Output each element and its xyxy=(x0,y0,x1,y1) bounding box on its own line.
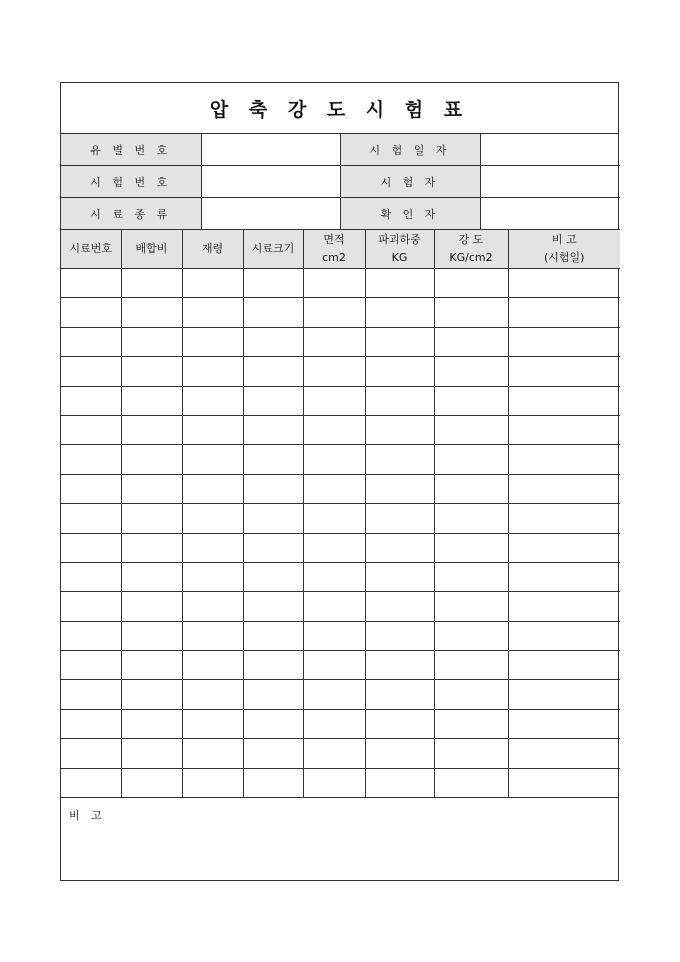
table-cell[interactable] xyxy=(61,504,121,533)
table-cell[interactable] xyxy=(243,327,303,356)
column-header-label: 파괴하중 xyxy=(378,233,421,246)
info-value-field[interactable] xyxy=(480,166,620,198)
table-cell[interactable] xyxy=(508,269,620,298)
table-cell[interactable] xyxy=(434,298,508,327)
table-cell[interactable] xyxy=(243,533,303,562)
table-cell[interactable] xyxy=(182,562,243,591)
table-cell[interactable] xyxy=(243,504,303,533)
table-cell[interactable] xyxy=(508,621,620,650)
table-cell[interactable] xyxy=(508,739,620,768)
table-cell[interactable] xyxy=(365,768,434,797)
table-cell[interactable] xyxy=(182,621,243,650)
column-header xyxy=(243,230,303,269)
table-row xyxy=(61,474,620,503)
table-cell[interactable] xyxy=(365,357,434,386)
column-header-label: 시료크기 xyxy=(251,242,295,255)
table-cell[interactable] xyxy=(182,709,243,738)
table-cell[interactable] xyxy=(434,504,508,533)
column-header-label: 비 고 xyxy=(551,233,577,246)
table-cell[interactable] xyxy=(365,709,434,738)
table-cell[interactable] xyxy=(508,386,620,415)
info-label: 시 험 자 xyxy=(340,166,480,198)
table-cell[interactable] xyxy=(121,562,182,591)
table-cell[interactable] xyxy=(508,533,620,562)
table-cell[interactable] xyxy=(61,327,121,356)
table-cell[interactable] xyxy=(243,386,303,415)
table-cell[interactable] xyxy=(365,415,434,444)
table-cell[interactable] xyxy=(61,709,121,738)
table-cell[interactable] xyxy=(61,651,121,680)
table-cell[interactable] xyxy=(508,680,620,709)
table-cell[interactable] xyxy=(243,445,303,474)
table-row xyxy=(61,739,620,768)
column-header-unit: KG/cm2 xyxy=(449,251,493,264)
table-cell[interactable] xyxy=(434,651,508,680)
table-cell[interactable] xyxy=(508,415,620,444)
table-row xyxy=(61,415,620,444)
table-cell[interactable] xyxy=(365,504,434,533)
table-row xyxy=(61,709,620,738)
table-cell[interactable] xyxy=(434,327,508,356)
info-value-field[interactable] xyxy=(480,198,620,230)
table-cell[interactable] xyxy=(508,562,620,591)
table-cell[interactable] xyxy=(365,269,434,298)
table-cell[interactable] xyxy=(61,445,121,474)
table-cell[interactable] xyxy=(508,592,620,621)
column-header xyxy=(434,230,508,269)
info-value-field[interactable] xyxy=(201,198,340,230)
table-cell[interactable] xyxy=(508,298,620,327)
table-cell[interactable] xyxy=(182,386,243,415)
table-cell[interactable] xyxy=(303,504,365,533)
table-cell[interactable] xyxy=(243,621,303,650)
info-row xyxy=(61,166,620,198)
table-cell[interactable] xyxy=(365,533,434,562)
table-cell[interactable] xyxy=(434,386,508,415)
table-cell[interactable] xyxy=(182,504,243,533)
table-cell[interactable] xyxy=(121,739,182,768)
info-value-field[interactable] xyxy=(201,166,340,198)
table-cell[interactable] xyxy=(61,474,121,503)
table-cell[interactable] xyxy=(182,474,243,503)
table-cell[interactable] xyxy=(121,445,182,474)
remarks-section xyxy=(61,797,618,880)
table-cell[interactable] xyxy=(61,768,121,797)
table-row xyxy=(61,445,620,474)
table-cell[interactable] xyxy=(121,680,182,709)
column-header-unit: (시험일) xyxy=(544,251,585,264)
table-cell[interactable] xyxy=(303,298,365,327)
table-cell[interactable] xyxy=(365,386,434,415)
table-cell[interactable] xyxy=(303,269,365,298)
table-row xyxy=(61,562,620,591)
column-header xyxy=(365,230,434,269)
table-cell[interactable] xyxy=(61,269,121,298)
table-cell[interactable] xyxy=(303,386,365,415)
table-cell[interactable] xyxy=(434,357,508,386)
remarks-label: 비 고 xyxy=(69,809,106,823)
table-cell[interactable] xyxy=(121,768,182,797)
table-cell[interactable] xyxy=(182,680,243,709)
table-cell[interactable] xyxy=(434,621,508,650)
table-cell[interactable] xyxy=(243,739,303,768)
table-cell[interactable] xyxy=(61,298,121,327)
table-cell[interactable] xyxy=(303,474,365,503)
table-cell[interactable] xyxy=(434,415,508,444)
table-cell[interactable] xyxy=(61,621,121,650)
column-header xyxy=(303,230,365,269)
table-cell[interactable] xyxy=(182,357,243,386)
table-cell[interactable] xyxy=(182,533,243,562)
table-cell[interactable] xyxy=(121,504,182,533)
table-cell[interactable] xyxy=(182,327,243,356)
info-label: 시 험 번 호 xyxy=(61,166,201,198)
table-cell[interactable] xyxy=(243,298,303,327)
test-sheet xyxy=(60,82,619,881)
info-label: 시 료 종 류 xyxy=(61,198,201,230)
column-header-label: 면적 xyxy=(323,233,345,246)
table-cell[interactable] xyxy=(121,357,182,386)
table-row xyxy=(61,269,620,298)
table-row xyxy=(61,592,620,621)
table-cell[interactable] xyxy=(243,709,303,738)
table-cell[interactable] xyxy=(434,562,508,591)
table-cell[interactable] xyxy=(121,474,182,503)
table-row xyxy=(61,621,620,650)
column-header-label: 배합비 xyxy=(135,242,168,255)
table-cell[interactable] xyxy=(365,680,434,709)
table-row xyxy=(61,504,620,533)
info-row xyxy=(61,134,620,166)
table-cell[interactable] xyxy=(365,445,434,474)
table-cell[interactable] xyxy=(121,709,182,738)
table-cell[interactable] xyxy=(121,298,182,327)
table-cell[interactable] xyxy=(61,680,121,709)
table-cell[interactable] xyxy=(61,357,121,386)
table-cell[interactable] xyxy=(303,651,365,680)
table-cell[interactable] xyxy=(365,739,434,768)
table-row xyxy=(61,533,620,562)
table-cell[interactable] xyxy=(182,592,243,621)
table-cell[interactable] xyxy=(243,269,303,298)
table-cell[interactable] xyxy=(303,357,365,386)
table-cell[interactable] xyxy=(303,768,365,797)
table-cell[interactable] xyxy=(61,533,121,562)
table-cell[interactable] xyxy=(243,592,303,621)
sheet-title: 압 축 강 도 시 험 표 xyxy=(61,83,618,134)
table-cell[interactable] xyxy=(434,592,508,621)
table-cell[interactable] xyxy=(303,739,365,768)
table-cell[interactable] xyxy=(365,327,434,356)
table-cell[interactable] xyxy=(182,768,243,797)
table-cell[interactable] xyxy=(508,768,620,797)
table-cell[interactable] xyxy=(303,445,365,474)
table-cell[interactable] xyxy=(434,680,508,709)
table-cell[interactable] xyxy=(121,386,182,415)
table-cell[interactable] xyxy=(365,592,434,621)
table-row xyxy=(61,651,620,680)
info-row xyxy=(61,198,620,230)
column-header xyxy=(508,230,620,269)
table-cell[interactable] xyxy=(365,621,434,650)
table-cell[interactable] xyxy=(243,562,303,591)
column-header xyxy=(121,230,182,269)
table-cell[interactable] xyxy=(61,562,121,591)
info-label: 유 별 번 호 xyxy=(61,134,201,166)
table-cell[interactable] xyxy=(61,415,121,444)
table-cell[interactable] xyxy=(182,739,243,768)
table-cell[interactable] xyxy=(365,474,434,503)
table-cell[interactable] xyxy=(508,327,620,356)
table-cell[interactable] xyxy=(61,592,121,621)
info-label: 확 인 자 xyxy=(340,198,480,230)
table-cell[interactable] xyxy=(303,621,365,650)
table-cell[interactable] xyxy=(243,680,303,709)
table-cell[interactable] xyxy=(303,533,365,562)
table-cell[interactable] xyxy=(61,739,121,768)
info-label: 시 험 일 자 xyxy=(340,134,480,166)
table-row xyxy=(61,680,620,709)
table-cell[interactable] xyxy=(182,298,243,327)
table-cell[interactable] xyxy=(121,533,182,562)
table-row xyxy=(61,298,620,327)
table-cell[interactable] xyxy=(121,651,182,680)
table-cell[interactable] xyxy=(121,621,182,650)
column-header-unit: cm2 xyxy=(322,251,346,264)
table-cell[interactable] xyxy=(508,445,620,474)
table-cell[interactable] xyxy=(243,651,303,680)
table-cell[interactable] xyxy=(121,327,182,356)
results-table xyxy=(61,230,620,797)
column-header-label: 재령 xyxy=(201,242,224,255)
column-header xyxy=(61,230,121,269)
table-cell[interactable] xyxy=(61,386,121,415)
column-header-label: 강 도 xyxy=(458,233,484,246)
table-cell[interactable] xyxy=(303,709,365,738)
table-cell[interactable] xyxy=(508,709,620,738)
table-row xyxy=(61,768,620,797)
table-cell[interactable] xyxy=(303,680,365,709)
table-cell[interactable] xyxy=(508,651,620,680)
info-value-field[interactable] xyxy=(201,134,340,166)
info-table xyxy=(61,134,620,230)
table-cell[interactable] xyxy=(434,709,508,738)
table-cell[interactable] xyxy=(243,474,303,503)
table-cell[interactable] xyxy=(303,592,365,621)
table-cell[interactable] xyxy=(182,651,243,680)
table-cell[interactable] xyxy=(508,504,620,533)
table-cell[interactable] xyxy=(434,445,508,474)
column-header-label: 시료번호 xyxy=(69,242,112,255)
table-cell[interactable] xyxy=(303,562,365,591)
table-cell[interactable] xyxy=(303,327,365,356)
table-cell[interactable] xyxy=(434,739,508,768)
table-cell[interactable] xyxy=(434,269,508,298)
table-cell[interactable] xyxy=(243,415,303,444)
table-cell[interactable] xyxy=(243,768,303,797)
table-cell[interactable] xyxy=(121,269,182,298)
table-cell[interactable] xyxy=(365,651,434,680)
table-row xyxy=(61,327,620,356)
column-header-unit: KG xyxy=(391,251,408,264)
table-cell[interactable] xyxy=(182,445,243,474)
table-cell[interactable] xyxy=(434,533,508,562)
table-row xyxy=(61,386,620,415)
table-cell[interactable] xyxy=(365,298,434,327)
column-header xyxy=(182,230,243,269)
table-cell[interactable] xyxy=(243,357,303,386)
table-cell[interactable] xyxy=(182,415,243,444)
table-cell[interactable] xyxy=(121,415,182,444)
table-cell[interactable] xyxy=(182,269,243,298)
info-value-field[interactable] xyxy=(480,134,620,166)
table-cell[interactable] xyxy=(365,562,434,591)
table-cell[interactable] xyxy=(508,357,620,386)
table-cell[interactable] xyxy=(303,415,365,444)
table-row xyxy=(61,357,620,386)
table-cell[interactable] xyxy=(121,592,182,621)
table-cell[interactable] xyxy=(434,474,508,503)
table-cell[interactable] xyxy=(434,768,508,797)
table-cell[interactable] xyxy=(508,474,620,503)
